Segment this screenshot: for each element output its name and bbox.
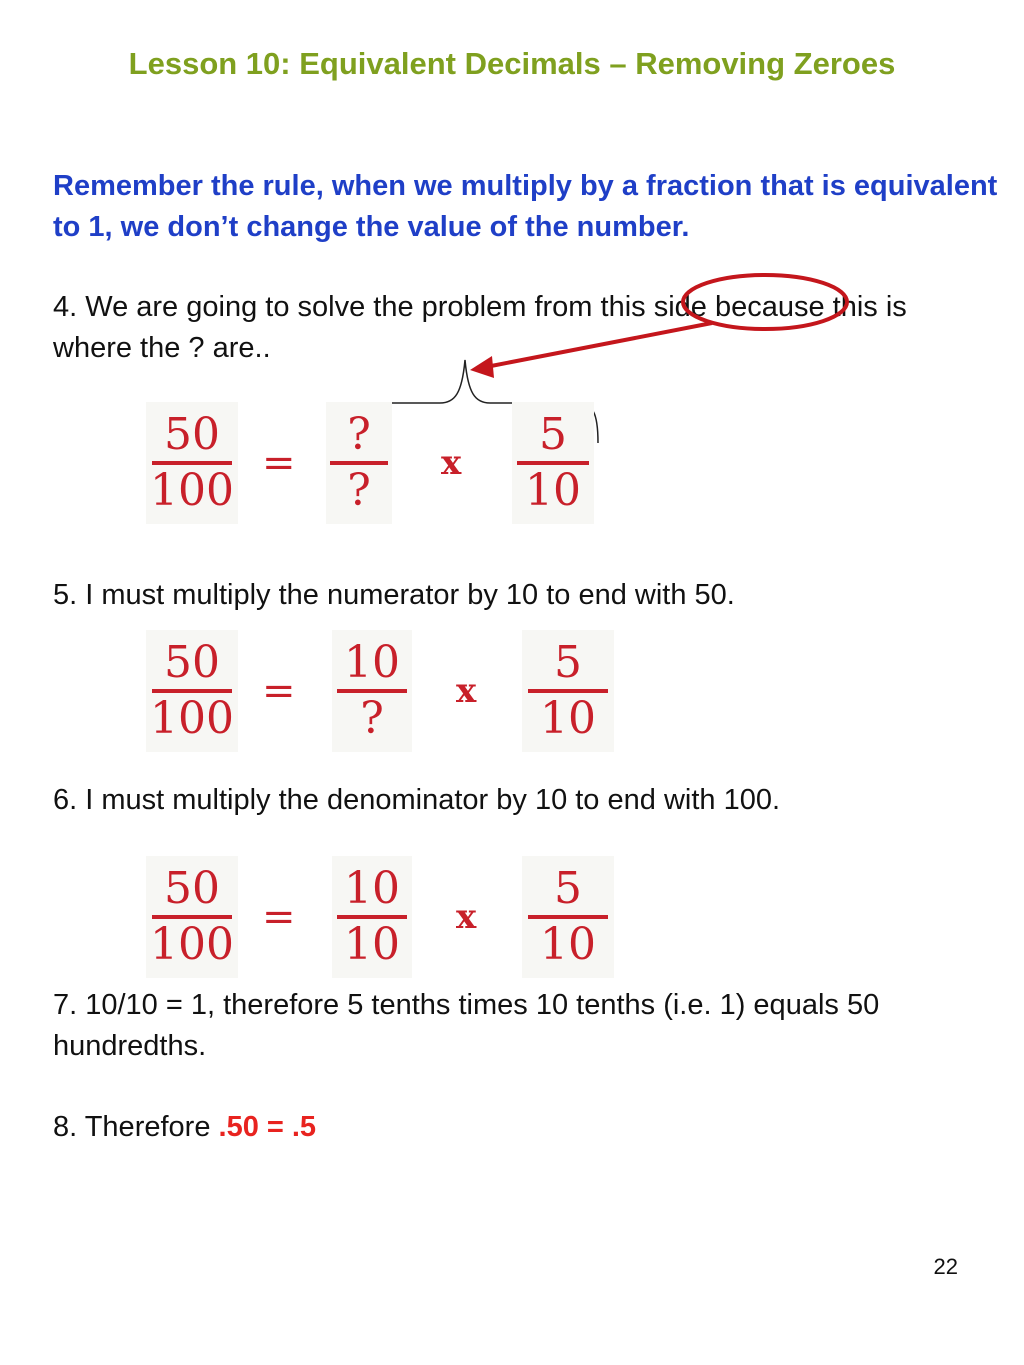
equals-sign: = — [262, 894, 296, 940]
step-8-answer: .50 = .5 — [218, 1111, 317, 1143]
step-6: 6. I must multiply the denominator by 10 to end with 100. — [53, 784, 781, 816]
times-sign: x — [456, 897, 477, 937]
fraction-middle: 10 ? — [332, 630, 412, 752]
equation-2 — [146, 630, 626, 760]
fraction-right: 5 10 — [512, 402, 594, 524]
pointer-arrow-head — [470, 356, 494, 378]
step-4: 4. We are going to solve the problem from this side because this is where the ? are.. — [53, 291, 907, 364]
fraction-right: 5 10 — [522, 630, 614, 752]
equation-1 — [146, 402, 606, 532]
fraction-right: 5 10 — [522, 856, 614, 978]
step-8-text: 8. Therefore — [53, 1111, 219, 1143]
lesson-title: Lesson 10: Equivalent Decimals – Removing Zeroes — [128, 46, 896, 81]
fraction-left: 50 100 — [146, 856, 238, 978]
fraction-middle: ? ? — [326, 402, 392, 524]
highlight-circle — [683, 275, 847, 329]
times-sign: x — [456, 671, 477, 711]
equals-sign: = — [262, 668, 296, 714]
times-sign: x — [441, 443, 462, 483]
step-7: 7. 10/10 = 1, therefore 5 tenths times 10 tenths (i.e. 1) equals 50 hundredths. — [53, 989, 880, 1062]
equation-3 — [146, 856, 626, 986]
rule-statement: Remember the rule, when we multiply by a fraction that is equivalent to 1, we don’t change the value of the number. — [53, 170, 998, 243]
fraction-middle: 10 10 — [332, 856, 412, 978]
equals-sign: = — [262, 440, 296, 486]
step-8 — [53, 1107, 993, 1148]
fraction-left: 50 100 — [146, 630, 238, 752]
fraction-left: 50 100 — [146, 402, 238, 524]
annotation-layer — [0, 0, 1024, 460]
page-number: 22 — [933, 1254, 958, 1279]
step-5: 5. I must multiply the numerator by 10 to end with 50. — [53, 579, 735, 611]
pointer-arrow-line — [486, 323, 712, 367]
